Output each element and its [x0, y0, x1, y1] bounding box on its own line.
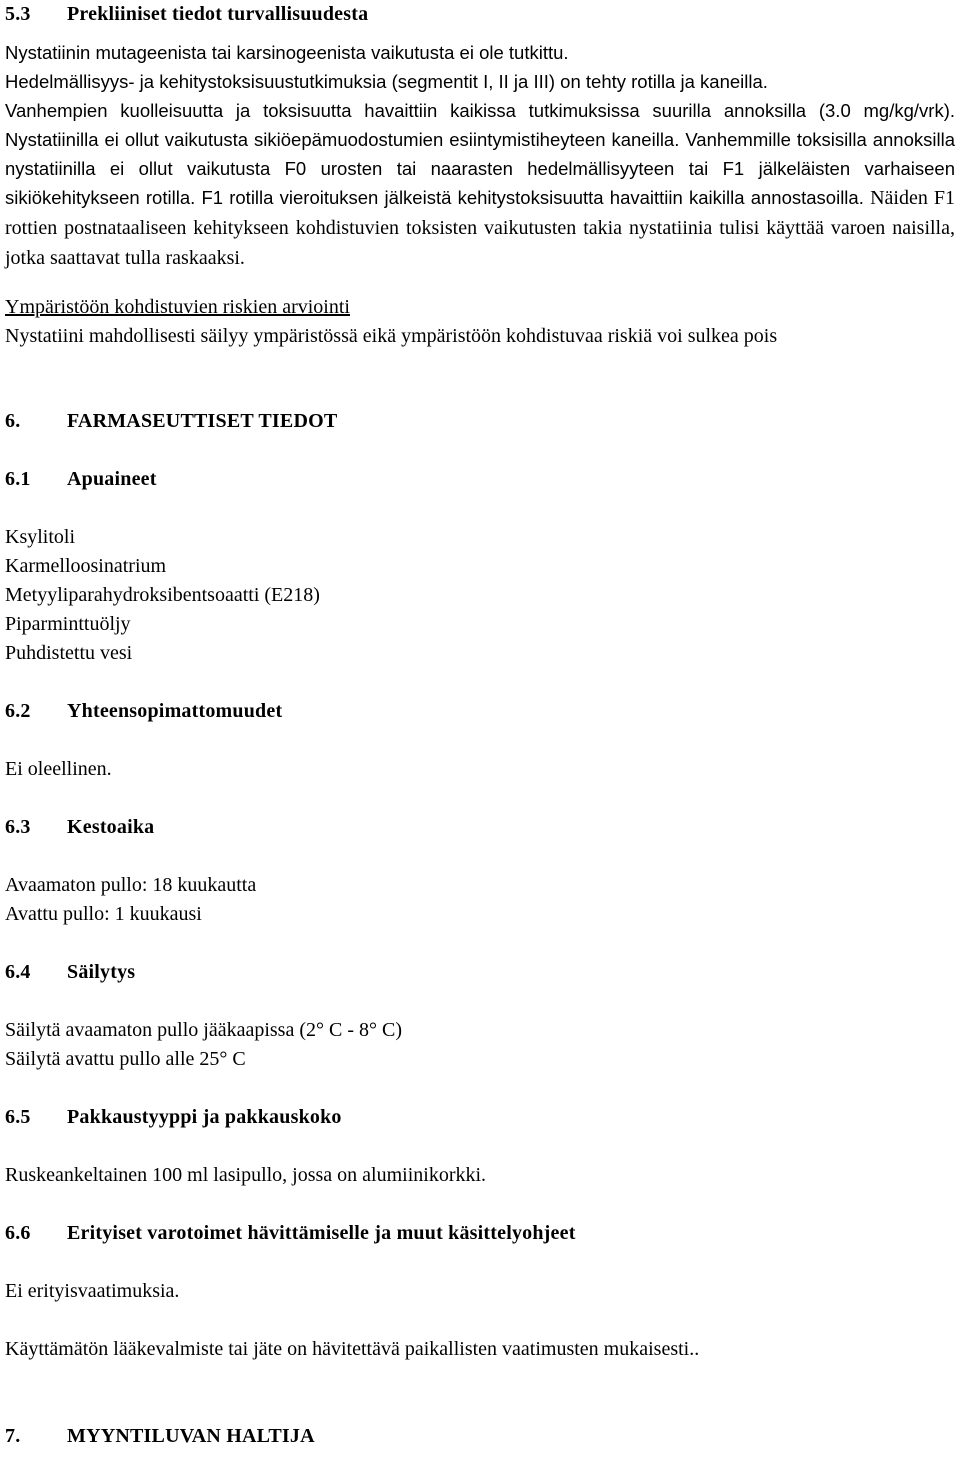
- list-item: Metyyliparahydroksibentsoaatti (E218): [5, 584, 320, 606]
- paragraph: [5, 96, 955, 273]
- list-item: Puhdistettu vesi: [5, 642, 133, 664]
- heading-title: FARMASEUTTISET TIEDOT: [67, 410, 338, 432]
- heading-number: 6.: [5, 410, 21, 432]
- paragraph-serif-text: Näiden F1 rottien postnataaliseen kehitykseen kohdistuvien toksisten vaikutusten takia nystatiinia tulisi käyttää varoen naisilla, jotka saattavat tulla raskaaksi.: [5, 187, 955, 269]
- paragraph: Ruskeankeltainen 100 ml lasipullo, jossa on alumiinikorkki.: [5, 1164, 487, 1186]
- paragraph: Käyttämätön lääkevalmiste tai jäte on hävitettävä paikallisten vaatimusten mukaisesti..: [5, 1338, 700, 1360]
- list-item: Ksylitoli: [5, 526, 76, 548]
- heading-title: Erityiset varotoimet hävittämiselle ja muut käsittelyohjeet: [67, 1222, 576, 1244]
- paragraph-line: Hedelmällisyys- ja kehitystoksisuustutkimuksia (segmentit I, II ja III) on tehty rotilla ja kaneilla.: [5, 71, 768, 92]
- heading-number: 6.2: [5, 700, 31, 722]
- heading-number: 7.: [5, 1425, 21, 1447]
- paragraph: Ei erityisvaatimuksia.: [5, 1280, 180, 1302]
- heading-number: 5.3: [5, 3, 31, 25]
- paragraph-line: Avattu pullo: 1 kuukausi: [5, 903, 202, 925]
- heading-7: [5, 1422, 955, 1451]
- paragraph-line: Säilytä avaamaton pullo jääkaapissa (2° C - 8° C): [5, 1019, 403, 1041]
- section-5-3-body: [5, 38, 955, 273]
- heading-6-4: [5, 958, 955, 987]
- heading-number: 6.6: [5, 1222, 31, 1244]
- excipient-list: [5, 523, 955, 668]
- heading-5-3: [5, 0, 955, 29]
- heading-number: 6.1: [5, 468, 31, 490]
- paragraph-line: Säilytä avattu pullo alle 25° C: [5, 1048, 246, 1070]
- heading-title: Apuaineet: [67, 468, 157, 490]
- paragraph-line: Nystatiinin mutageenista tai karsinogeenista vaikutusta ei ole tutkittu.: [5, 42, 569, 63]
- paragraph: Ei oleellinen.: [5, 758, 112, 780]
- heading-6-6: [5, 1219, 955, 1248]
- heading-6-2: [5, 697, 955, 726]
- heading-6-5: [5, 1103, 955, 1132]
- heading-title: Pakkaustyyppi ja pakkauskoko: [67, 1106, 342, 1128]
- heading-6: [5, 407, 955, 436]
- heading-number: 6.4: [5, 961, 31, 983]
- heading-title: Prekliiniset tiedot turvallisuudesta: [67, 3, 369, 25]
- subheading-environment: Ympäristöön kohdistuvien riskien arviointi: [5, 296, 350, 318]
- heading-6-3: [5, 813, 955, 842]
- heading-title: MYYNTILUVAN HALTIJA: [67, 1425, 315, 1447]
- paragraph-line: Nystatiini mahdollisesti säilyy ympäristössä eikä ympäristöön kohdistuvaa riskiä voi sulkea pois: [5, 325, 778, 347]
- heading-number: 6.3: [5, 816, 31, 838]
- heading-number: 6.5: [5, 1106, 31, 1128]
- heading-6-1: [5, 465, 955, 494]
- list-item: Piparminttuöljy: [5, 613, 131, 635]
- heading-title: Yhteensopimattomuudet: [67, 700, 283, 722]
- heading-title: Kestoaika: [67, 816, 155, 838]
- list-item: Karmelloosinatrium: [5, 555, 167, 577]
- paragraph-sans-text: Vanhempien kuolleisuutta ja toksisuutta havaittiin kaikissa tutkimuksissa suurilla annoksilla (3.0 mg/kg/vrk). Nystatiinilla ei ollut vaikutusta sikiöepämuodostumien esiintymistiheyteen kaneilla. Vanhemmille toksisilla annoksilla nystatiinilla ei ollut vaikutusta F0 urosten tai naarasten hedelmällisyyteen tai F1 jälkeläisten varhaiseen sikiökehitykseen rotilla. F1 rotilla vieroituksen jälkeistä kehitystoksisuutta havaittiin kaikilla annostasoilla.: [5, 100, 955, 208]
- heading-title: Säilytys: [67, 961, 136, 983]
- document-page: [5, 0, 955, 1451]
- paragraph-line: Avaamaton pullo: 18 kuukautta: [5, 874, 257, 896]
